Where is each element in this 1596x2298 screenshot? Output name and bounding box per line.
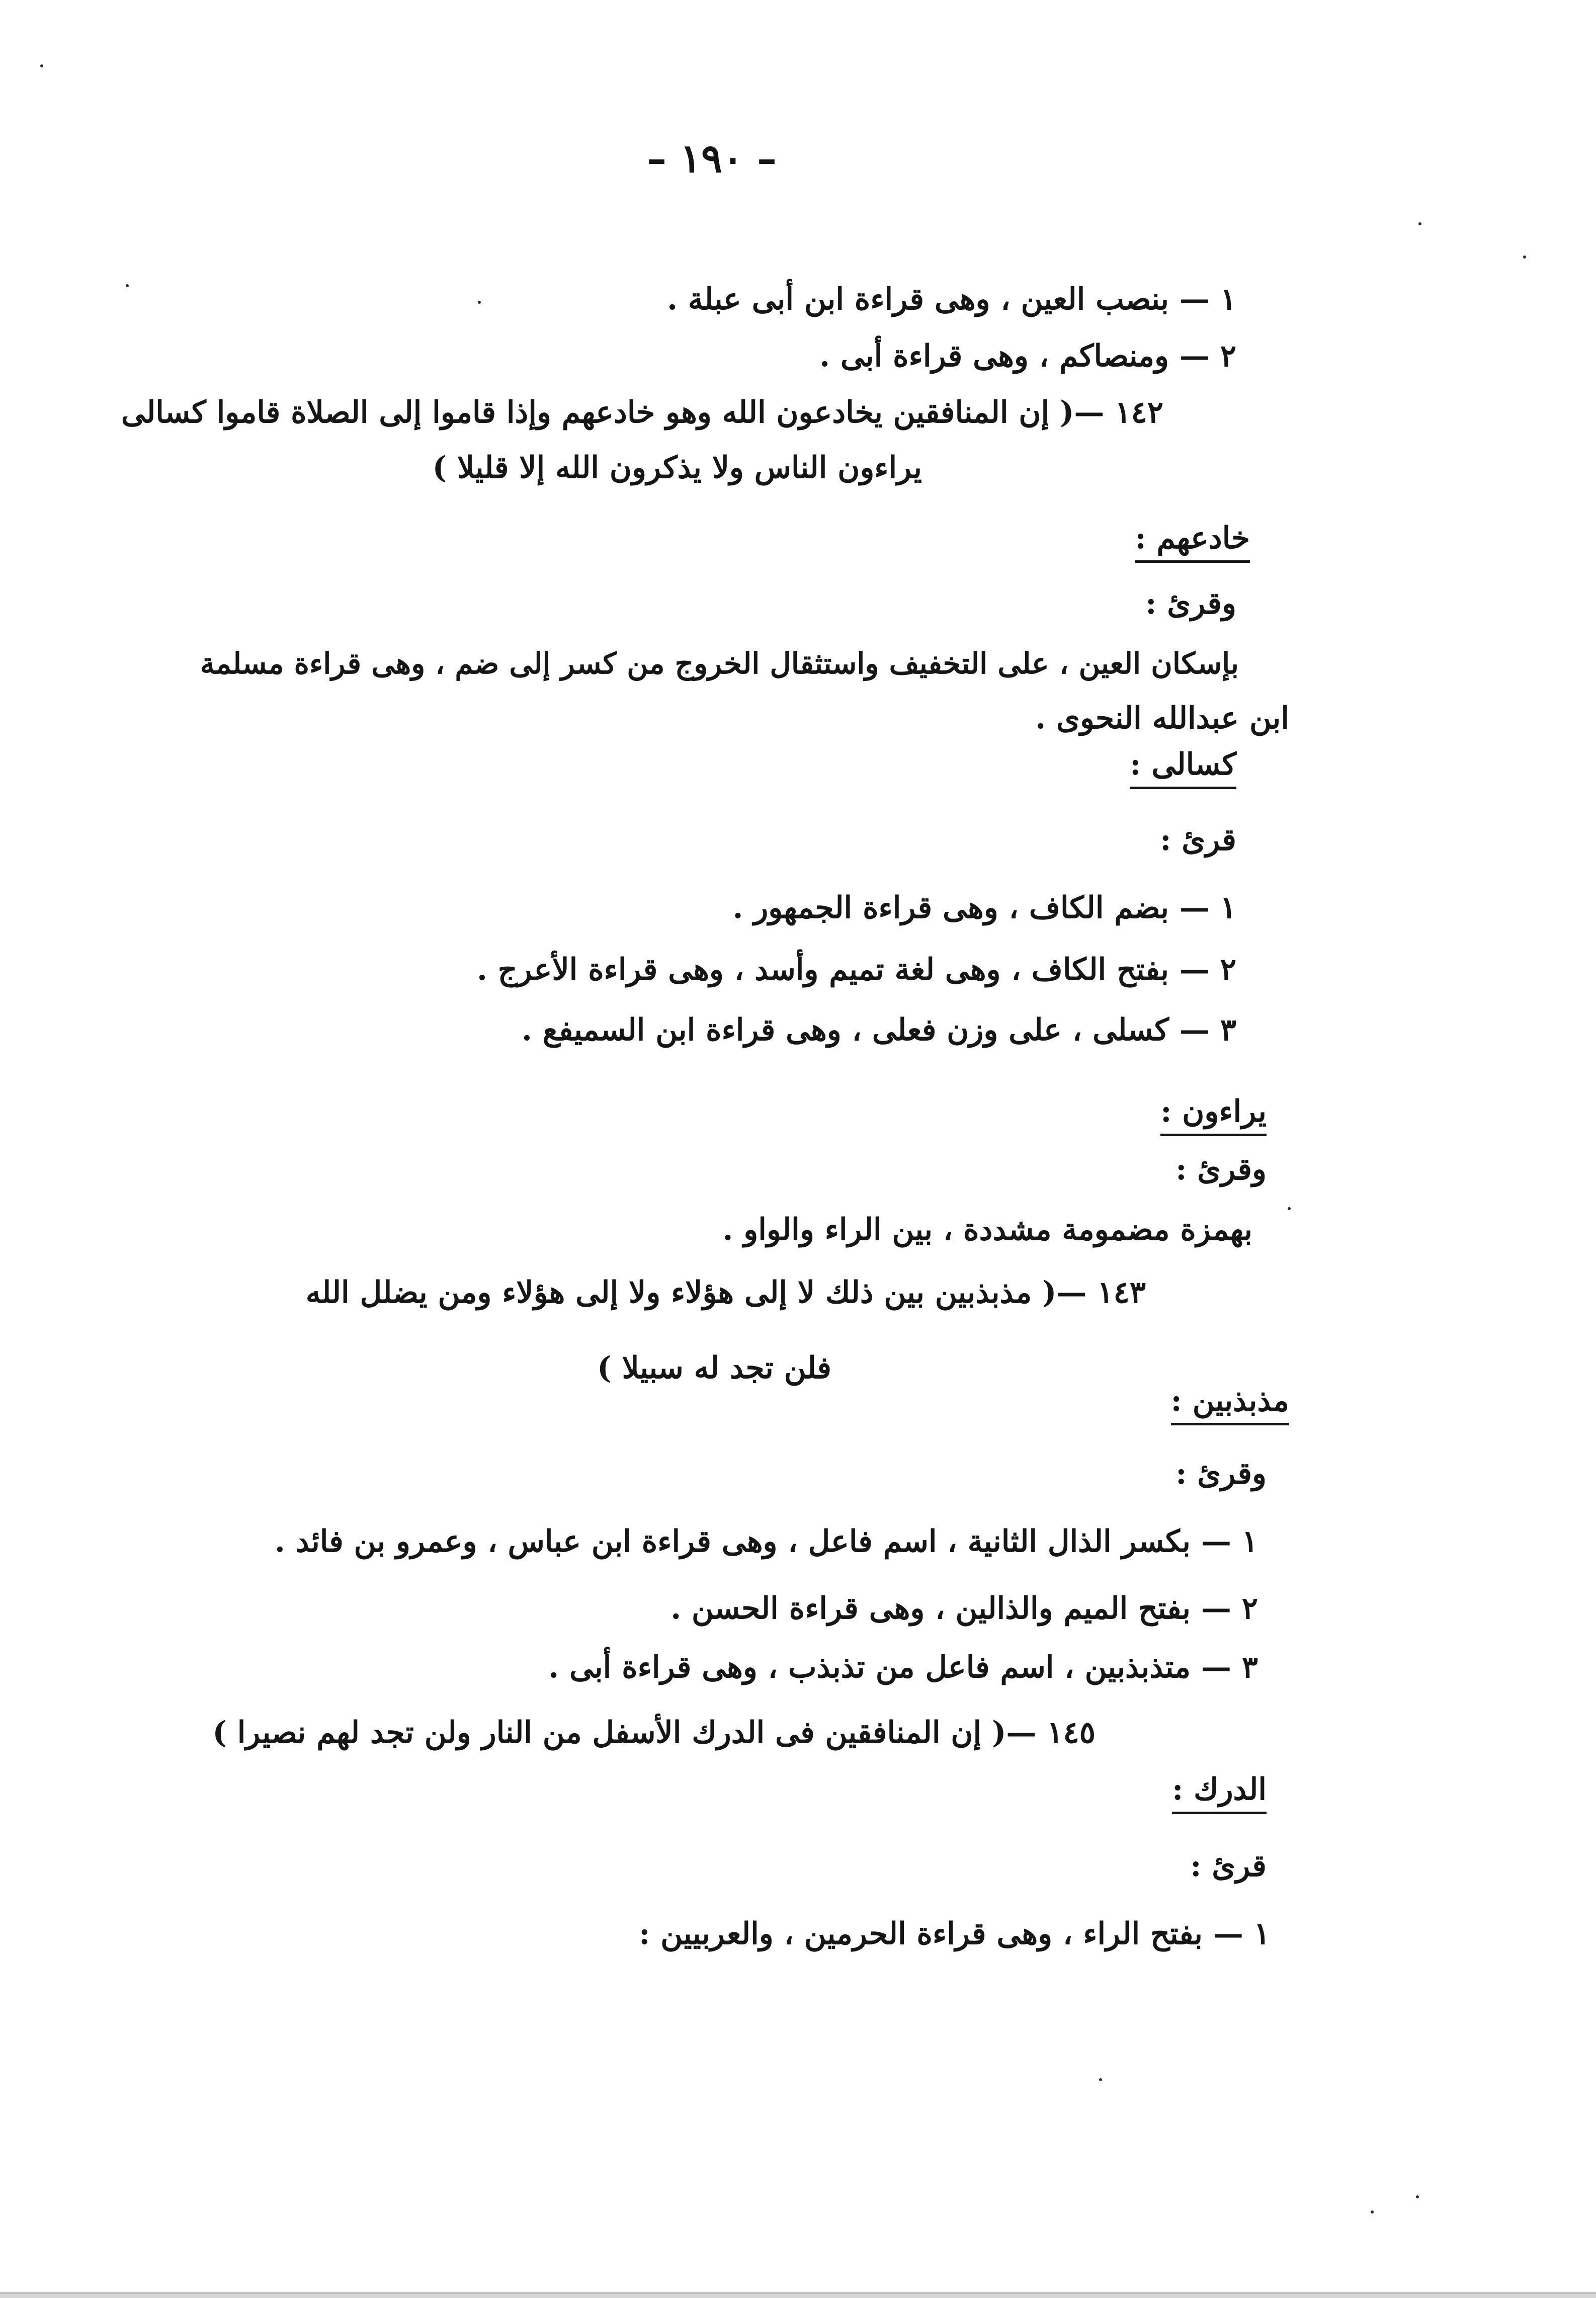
text-line: ٣ — متذبذبين ، اسم فاعل من تذبذب ، وهى قراءة أبى . [548,1650,1258,1685]
scan-speck [1416,2195,1419,2198]
page-number: – ١٩٠ – [647,136,777,182]
scan-speck [1418,222,1421,225]
verse-line: فلن تجد له سبيلا ) [597,1350,831,1386]
text-line: ٢ — بفتح الميم والذالين ، وهى قراءة الحسن . [670,1591,1258,1626]
scan-speck [40,64,43,67]
word-heading: الدرك : [1172,1774,1267,1814]
verse-line: ١٤٣ —( مذبذبين بين ذلك لا إلى هؤلاء ولا إلى هؤلاء ومن يضلل الله [305,1275,1146,1310]
text-line: ٢ — بفتح الكاف ، وهى لغة تميم وأسد ، وهى قراءة الأعرج . [477,952,1236,987]
text-line: ١ — بفتح الراء ، وهى قراءة الحرمين ، والعربيين : [639,1916,1270,1951]
text-line: بإسكان العين ، على التخفيف واستثقال الخروج من كسر إلى ضم ، وهى قراءة مسلمة [200,646,1239,680]
scan-speck [1523,256,1526,259]
qiraa-label: وقرئ : [1175,1152,1267,1187]
scan-speck [126,284,129,287]
scan-bottom-edge [0,2292,1596,2298]
word-heading: كسالى : [1130,749,1236,789]
verse-line: يراءون الناس ولا يذكرون الله إلا قليلا ) [432,450,922,485]
word-heading: مذبذبين : [1171,1386,1289,1425]
verse-line: ١٤٢ —( إن المنافقين يخادعون الله وهو خادعهم وإذا قاموا إلى الصلاة قاموا كسالى [121,395,1163,430]
text-line: ١ — بنصب العين ، وهى قراءة ابن أبى عبلة . [667,282,1236,317]
text-line: بهمزة مضمومة مشددة ، بين الراء والواو . [722,1212,1252,1247]
qiraa-label: قرئ : [1160,822,1236,858]
word-heading: يراءون : [1160,1096,1267,1136]
qiraa-label: وقرئ : [1145,586,1236,621]
qiraa-label: قرئ : [1190,1848,1267,1884]
text-line: ١ — بضم الكاف ، وهى قراءة الجمهور . [732,890,1236,925]
text-line: ١ — بكسر الذال الثانية ، اسم فاعل ، وهى قراءة ابن عباس ، وعمرو بن فائد . [274,1524,1258,1559]
word-heading: خادعهم : [1135,523,1250,563]
verse-line: ١٤٥ —( إن المنافقين فى الدرك الأسفل من النار ولن تجد لهم نصيرا ) [212,1715,1096,1750]
qiraa-label: وقرئ : [1175,1456,1267,1491]
scan-speck [1371,2210,1374,2214]
scan-speck [478,301,481,304]
text-line: ٢ — ومنصاكم ، وهى قراءة أبى . [819,338,1236,374]
scan-speck [1099,2078,1102,2081]
scan-speck [1288,1207,1291,1210]
text-line: ابن عبدالله النحوى . [1035,701,1289,736]
text-line: ٣ — كسلى ، على وزن فعلى ، وهى قراءة ابن السميفع . [522,1012,1236,1048]
